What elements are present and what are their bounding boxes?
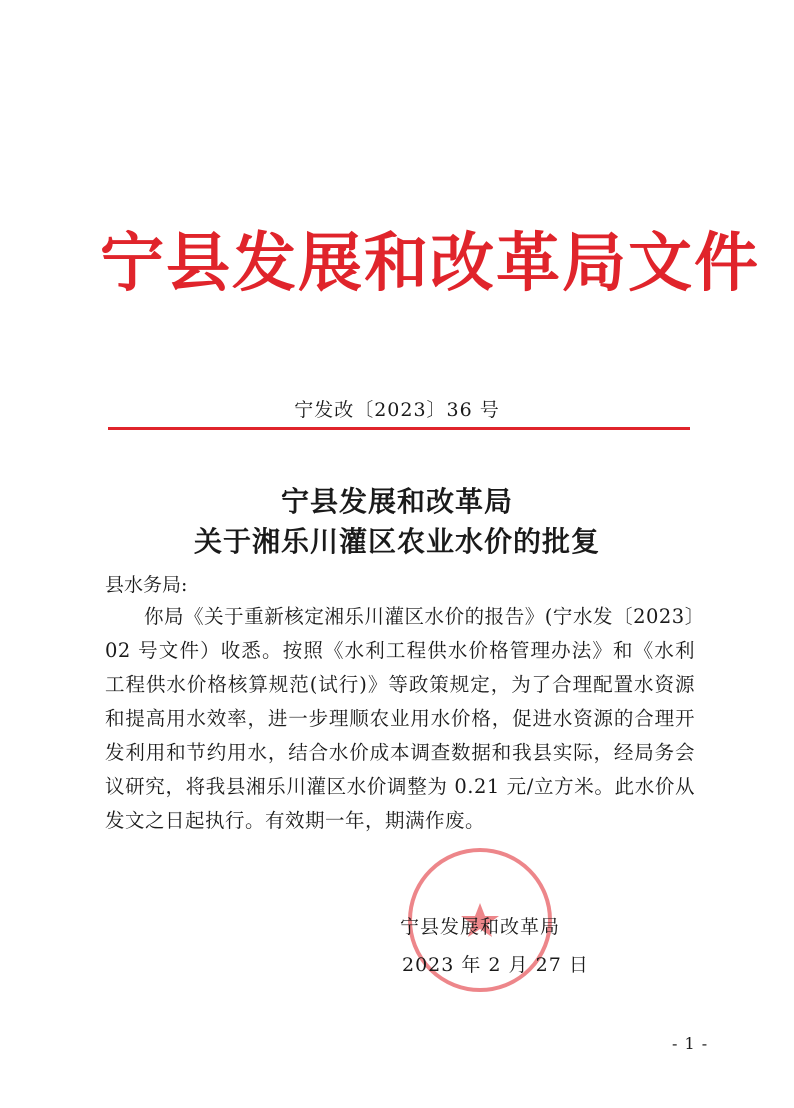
page-number: - 1 - <box>672 1034 709 1053</box>
addressee: 县水务局: <box>105 574 188 596</box>
signature-date: 2023 年 2 月 27 日 <box>402 954 589 976</box>
document-title-line-1: 宁县发展和改革局 <box>280 485 513 518</box>
signature-organization: 宁县发展和改革局 <box>400 916 561 938</box>
body-paragraph: 你局《关于重新核定湘乐川灌区水价的报告》(宁水发〔2023〕02 号文件）收悉。按照《水利工程供水价格管理办法》和《水利工程供水价格核算规范(试行)》等政策规定，为了合理配置水资源和提高用水效率，进一步理顺农业用水价格，促进水资源的合理开发利用和节约用水，结合水价成本调查数据和我县实际，经局务会议研究，将我县湘乐川灌区水价调整为 0.21 元/立方米。此水价从发文之日起执行。有效期一年，期满作废。 <box>105 605 695 832</box>
red-header-title: 宁县发展和改革局文件 <box>100 227 760 301</box>
document-title-line-2: 关于湘乐川灌区农业水价的批复 <box>193 525 600 558</box>
document-number: 宁发改〔2023〕36 号 <box>294 399 500 421</box>
red-divider-line <box>108 427 690 430</box>
